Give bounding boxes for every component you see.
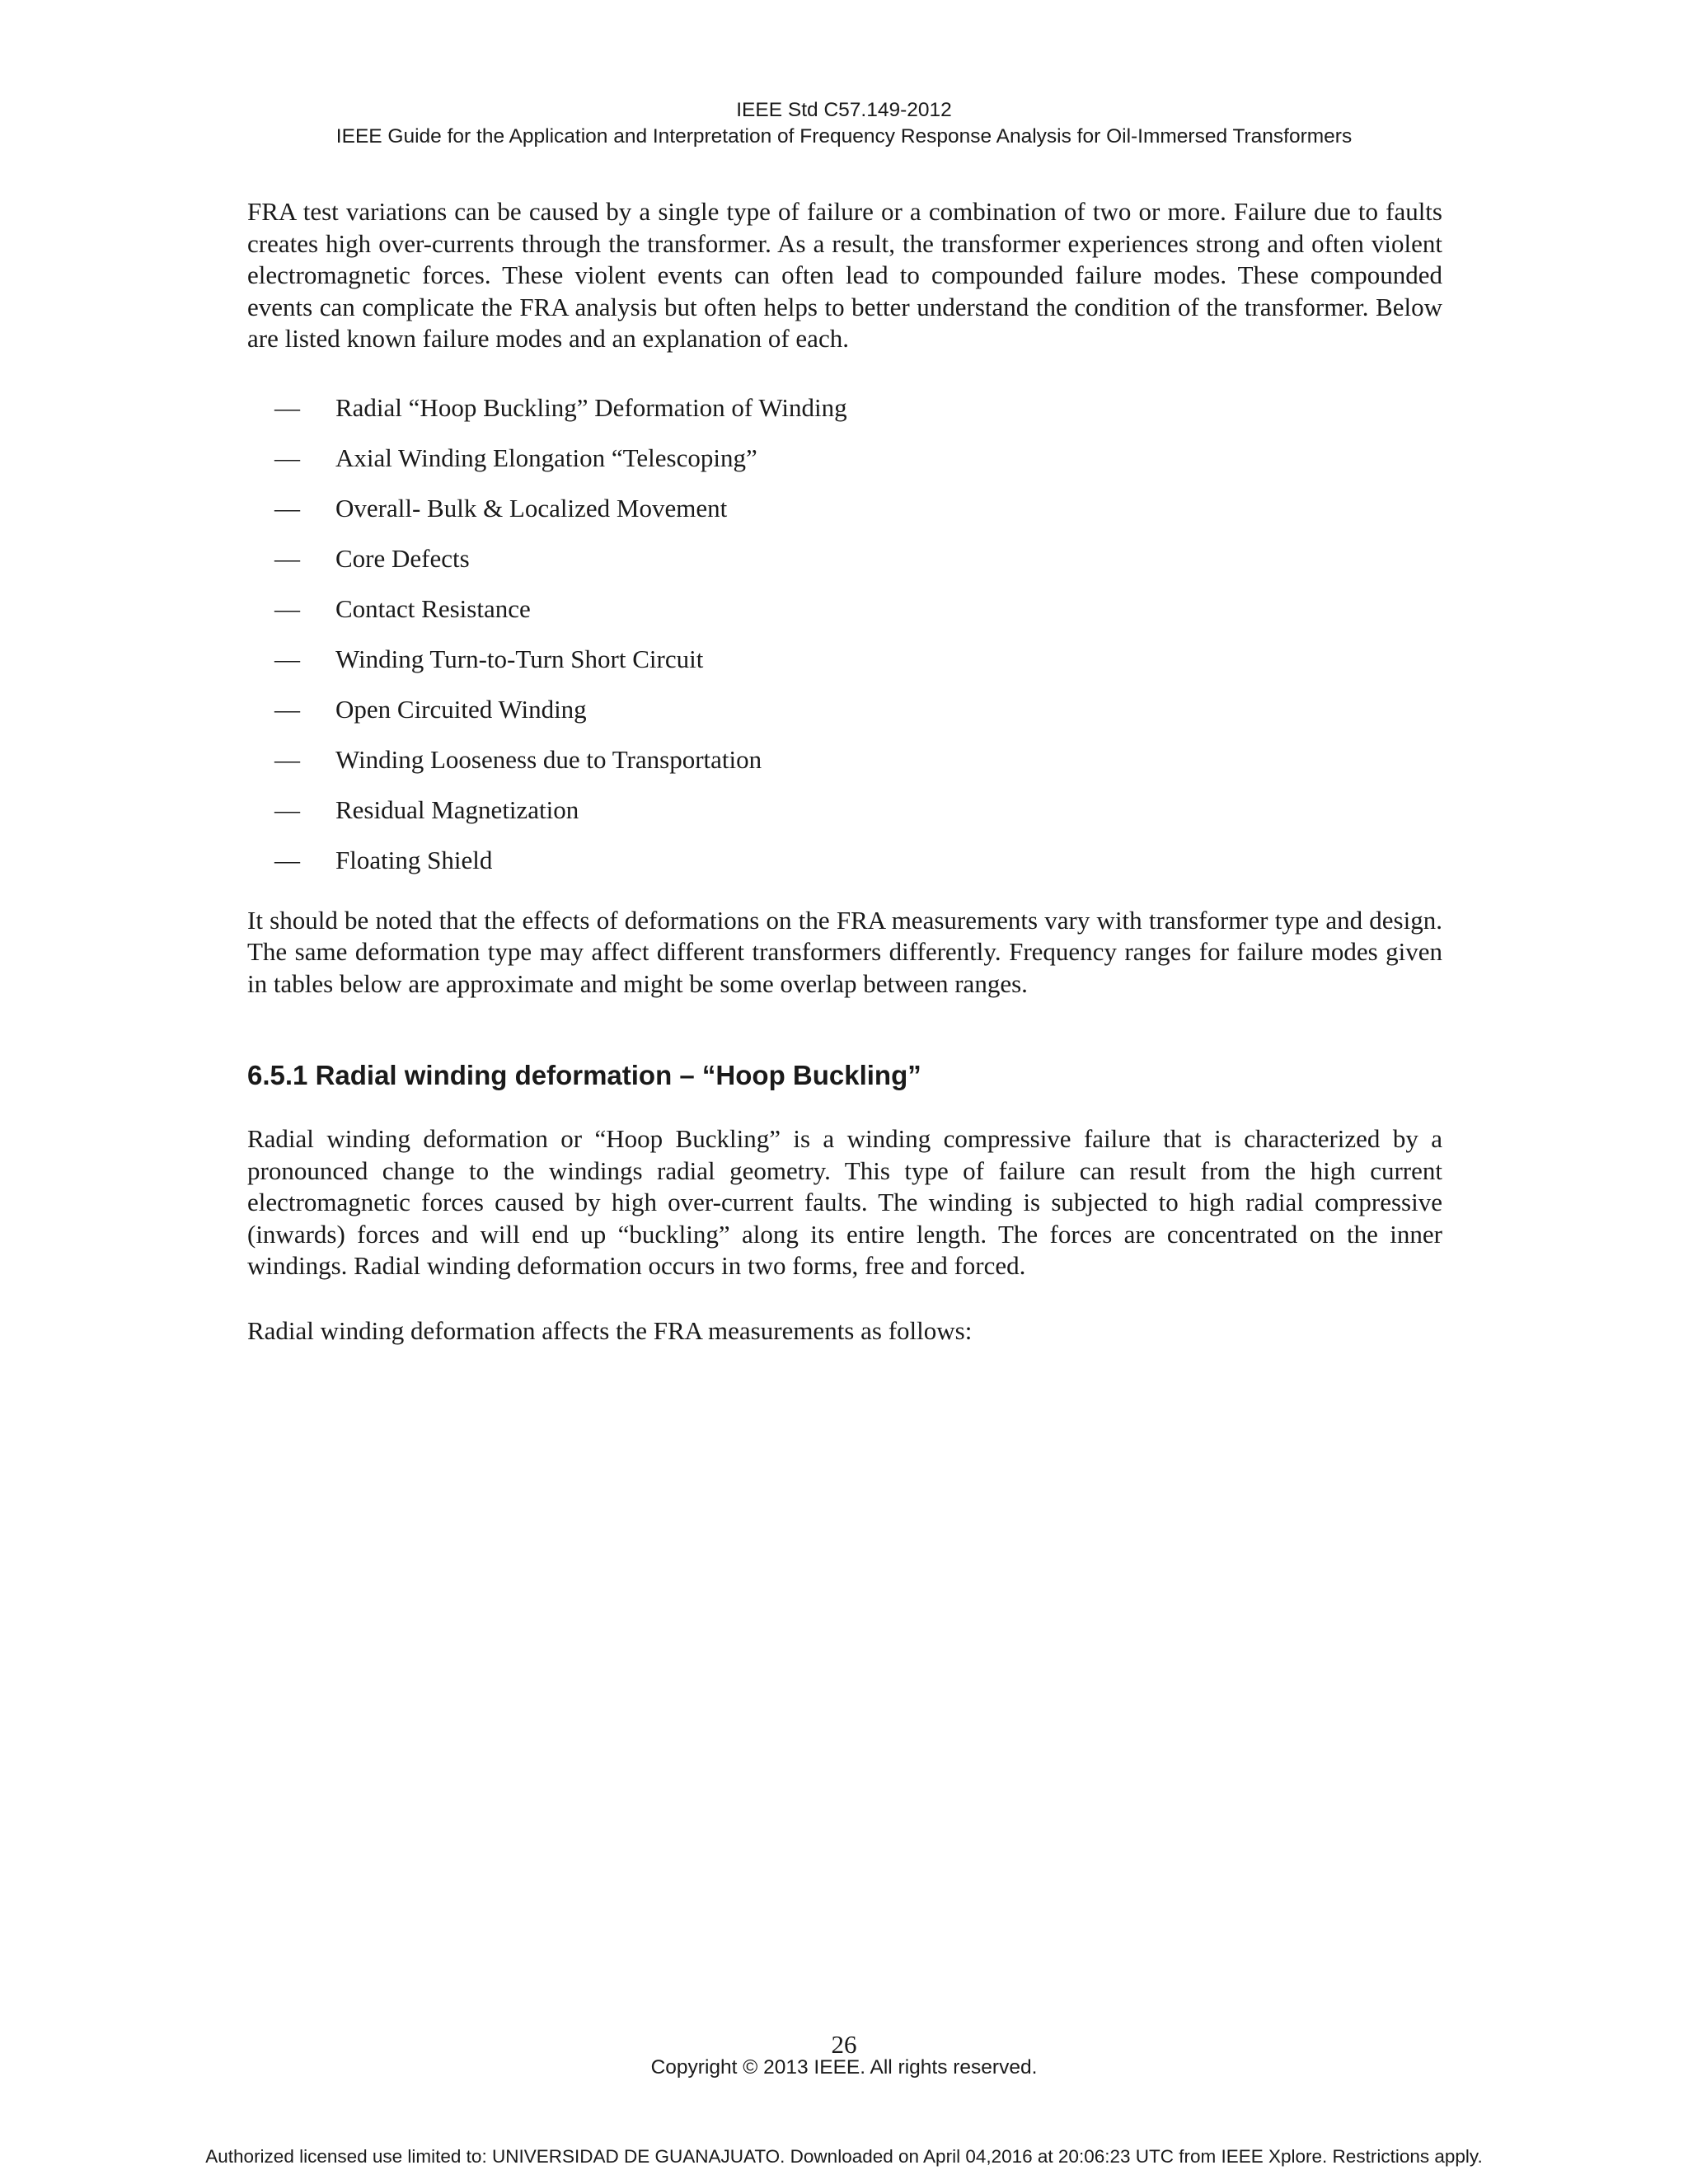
section-paragraph: Radial winding deformation or “Hoop Buckling” is a winding compressive failure that is characterized by a pronounced change to the windings radial geometry. This type of failure can result from the high current electromagnetic forces caused by high over-current faults. The winding is subjected to high radial compressive (inwards) forces and will end up “buckling” along its entire length. The forces are concentrated on the inner windings. Radial winding deformation occurs in two forms, free and forced.: [247, 1124, 1442, 1280]
list-item-text: Floating Shield: [335, 845, 493, 874]
section-heading: 6.5.1 Radial winding deformation – “Hoop Buckling”: [247, 1060, 921, 1090]
list-dash: —: [274, 543, 300, 573]
list-dash: —: [274, 845, 300, 874]
list-dash: —: [274, 493, 300, 523]
list-item-text: Contact Resistance: [335, 593, 531, 623]
list-item-text: Residual Magnetization: [335, 794, 579, 824]
list-item-text: Winding Looseness due to Transportation: [335, 744, 762, 774]
list-item: [247, 744, 1442, 794]
note-paragraph: It should be noted that the effects of deformations on the FRA measurements vary with transformer type and design. The same deformation type may affect different transformers differently. Frequency ranges for failure modes given in tables below are approximate and might be some overlap between ranges.: [247, 905, 1442, 998]
list-dash: —: [274, 443, 300, 472]
list-item-text: Overall- Bulk & Localized Movement: [335, 493, 728, 523]
list-item: [247, 644, 1442, 694]
list-item: [247, 543, 1442, 593]
running-header: [0, 97, 1688, 150]
list-dash: —: [274, 794, 300, 824]
license-notice: Authorized licensed use limited to: UNIVERSIDAD DE GUANAJUATO. Downloaded on April 04,2016 at 20:06:23 UTC from IEEE Xplore. Restrictions apply.: [205, 2146, 1483, 2167]
standard-number: IEEE Std C57.149-2012: [736, 99, 952, 121]
intro-paragraph: FRA test variations can be caused by a single type of failure or a combination of two or more. Failure due to faults creates high over-currents through the transformer. As a result, the transformer experiences strong and often violent electromagnetic forces. These violent events can often lead to compounded failure modes. These compounded events can complicate the FRA analysis but often helps to better understand the condition of the transformer. Below are listed known failure modes and an explanation of each.: [247, 197, 1442, 353]
list-item-text: Radial “Hoop Buckling” Deformation of Winding: [335, 392, 847, 422]
list-dash: —: [274, 694, 300, 724]
list-item: [247, 493, 1442, 543]
document-title: IEEE Guide for the Application and Interpretation of Frequency Response Analysis for Oil-Immersed Transformers: [335, 125, 1353, 148]
list-item: [247, 443, 1442, 493]
page-content: [247, 196, 1442, 1347]
list-item-text: Core Defects: [335, 543, 470, 573]
list-item-text: Axial Winding Elongation “Telescoping”: [335, 443, 757, 472]
list-dash: —: [274, 744, 300, 774]
list-item: [247, 845, 1442, 895]
page-number: 26: [831, 2030, 857, 2059]
section-lead-paragraph: Radial winding deformation affects the FRA measurements as follows:: [247, 1315, 973, 1345]
copyright-notice: Copyright © 2013 IEEE. All rights reserved.: [650, 2056, 1038, 2079]
list-item: [247, 593, 1442, 644]
list-dash: —: [274, 392, 300, 422]
list-item: [247, 392, 1442, 443]
list-dash: —: [274, 593, 300, 623]
list-item-text: Open Circuited Winding: [335, 694, 587, 724]
list-item: [247, 794, 1442, 845]
list-dash: —: [274, 644, 300, 673]
list-item-text: Winding Turn-to-Turn Short Circuit: [335, 644, 704, 673]
failure-mode-list: [247, 392, 1442, 895]
list-item: [247, 694, 1442, 744]
